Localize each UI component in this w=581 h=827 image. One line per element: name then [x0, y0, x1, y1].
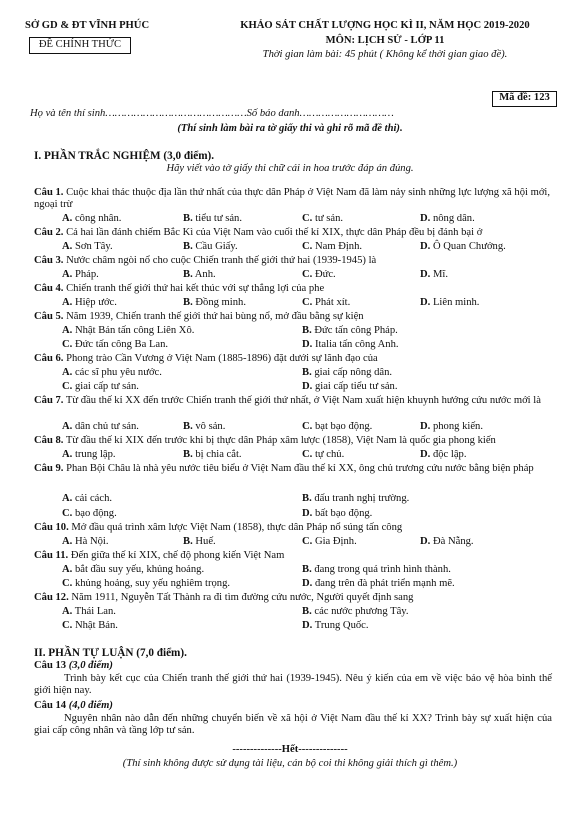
q9-option-d: D. bất bạo động. [302, 508, 373, 519]
q1-option-c: C. tư sản. [302, 213, 344, 224]
q8-option-c: C. tự chủ. [302, 449, 345, 460]
q10-option-b: B. Huế. [183, 536, 216, 547]
question-7: Câu 7. Từ đầu thế kỉ XX đến trước Chiến tranh thế giới thứ nhất, ở Việt Nam xuất hiện khuynh hướng cứu nước mới là [34, 395, 541, 406]
option-letter: A. [62, 564, 73, 575]
option-letter: D. [420, 421, 431, 432]
option-letter: D. [420, 241, 431, 252]
option-letter: A. [62, 367, 73, 378]
q7-option-d: D. phong kiến. [420, 421, 483, 432]
option-letter: B. [183, 449, 193, 460]
exam-code: Mã đề: 123 [499, 92, 550, 103]
option-letter: A. [62, 297, 73, 308]
option-letter: A. [62, 536, 73, 547]
option-letter: D. [302, 620, 313, 631]
q11-option-a: A. bắt đầu suy yếu, khủng hoảng. [62, 564, 205, 575]
option-letter: C. [302, 449, 313, 460]
option-letter: C. [62, 578, 73, 589]
q6-option-c: C. giai cấp tư sản. [62, 381, 139, 392]
end-marker: --------------Hết-------------- [232, 744, 348, 755]
q12-option-d: D. Trung Quốc. [302, 620, 369, 631]
option-letter: B. [302, 325, 312, 336]
option-letter: C. [302, 536, 313, 547]
q3-option-c: C. Đức. [302, 269, 336, 280]
q11-option-c: C. khủng hoảng, suy yếu nghiêm trọng. [62, 578, 231, 589]
q5-option-d: D. Italia tấn công Anh. [302, 339, 399, 350]
question-12: Câu 12. Năm 1911, Nguyễn Tất Thành ra đi tìm đường cứu nước, Người quyết định sang [34, 592, 414, 603]
q13-text: Trình bày kết cục của Chiến tranh thế giới thứ hai (1939-1945). Nêu ý kiến của em về việc bảo vệ hòa bình thế giới hiện nay. [34, 673, 552, 696]
option-letter: A. [62, 606, 73, 617]
part1-instruction: Hãy viết vào tờ giấy thi chữ cái in hoa trước đáp án đúng. [166, 163, 414, 174]
q4-option-c: C. Phát xít. [302, 297, 351, 308]
option-letter: A. [62, 421, 73, 432]
question-2: Câu 2. Cả hai lần đánh chiếm Bắc Kì của Việt Nam vào cuối thế kỉ XIX, thực dân Pháp đều bị đánh bại ở [34, 227, 483, 238]
exam-title: KHẢO SÁT CHẤT LƯỢNG HỌC KÌ II, NĂM HỌC 2019-2020 [240, 20, 530, 31]
q3-option-b: B. Anh. [183, 269, 216, 280]
q12-option-b: B. các nước phương Tây. [302, 606, 409, 617]
q12-option-c: C. Nhật Bản. [62, 620, 118, 631]
official-label: ĐỀ CHÍNH THỨC [38, 39, 122, 50]
q6-option-d: D. giai cấp tiểu tư sản. [302, 381, 398, 392]
footer-note: (Thí sinh không được sử dụng tài liệu, cán bộ coi thi không giải thích gì thêm.) [122, 758, 458, 769]
candidate-line: Họ và tên thí sinh………………………………………Số báo danh………………………… [30, 108, 394, 119]
q5-option-a: A. Nhật Bản tấn công Liên Xô. [62, 325, 195, 336]
option-letter: C. [62, 381, 73, 392]
q9-option-c: C. bạo động. [62, 508, 117, 519]
option-letter: D. [302, 508, 313, 519]
option-letter: C. [302, 241, 313, 252]
option-letter: B. [183, 269, 193, 280]
option-letter: A. [62, 213, 73, 224]
q9-option-a: A. cải cách. [62, 493, 113, 504]
q9-option-b: B. đấu tranh nghị trường. [302, 493, 410, 504]
option-letter: D. [420, 449, 431, 460]
option-letter: B. [183, 536, 193, 547]
option-letter: C. [62, 620, 73, 631]
q8-option-d: D. độc lập. [420, 449, 467, 460]
option-letter: C. [302, 269, 313, 280]
q13-heading: Câu 13 (3,0 điểm) [34, 660, 113, 671]
q6-option-a: A. các sĩ phu yêu nước. [62, 367, 162, 378]
option-letter: B. [183, 297, 193, 308]
q7-option-c: C. bạt bạo động. [302, 421, 373, 432]
option-letter: B. [183, 241, 193, 252]
q14-heading: Câu 14 (4,0 điểm) [34, 700, 113, 711]
q4-option-d: D. Liên minh. [420, 297, 480, 308]
q5-option-b: B. Đức tấn công Pháp. [302, 325, 398, 336]
q12-option-a: A. Thái Lan. [62, 606, 116, 617]
q1-option-d: D. nông dân. [420, 213, 475, 224]
candidate-instruction: (Thí sinh làm bài ra tờ giấy thi và ghi rõ mã đề thi). [177, 123, 403, 134]
option-letter: C. [302, 421, 313, 432]
part2-title: II. PHẦN TỰ LUẬN (7,0 điểm). [34, 647, 187, 659]
option-letter: D. [420, 213, 431, 224]
q10-option-d: D. Đà Nẵng. [420, 536, 474, 547]
option-letter: B. [302, 564, 312, 575]
q11-option-d: D. đang trên đà phát triển mạnh mẽ. [302, 578, 455, 589]
question-10: Câu 10. Mở đầu quá trình xâm lược Việt Nam (1858), thực dân Pháp nổ súng tấn công [34, 522, 403, 533]
q2-option-a: A. Sơn Tây. [62, 241, 113, 252]
option-letter: D. [420, 269, 431, 280]
option-letter: C. [302, 297, 313, 308]
exam-time: Thời gian làm bài: 45 phút ( Không kể thời gian giao đề). [262, 49, 508, 60]
q1-option-b: B. tiểu tư sản. [183, 213, 243, 224]
q11-option-b: B. đang trong quá trình hình thành. [302, 564, 451, 575]
q14-text: Nguyên nhân nào dẫn đến những chuyển biến về xã hội ở Việt Nam đầu thế kỉ XX? Trình bày sự xuất hiện của giai cấp công nhân và tầng lớp tư sản. [34, 713, 552, 736]
option-letter: C. [302, 213, 313, 224]
option-letter: A. [62, 241, 73, 252]
option-letter: D. [302, 339, 313, 350]
q4-option-b: B. Đồng minh. [183, 297, 246, 308]
q2-option-b: B. Cầu Giấy. [183, 241, 238, 252]
option-letter: B. [302, 606, 312, 617]
question-3: Câu 3. Nước châm ngòi nổ cho cuộc Chiến tranh thế giới thứ hai (1939-1945) là [34, 255, 377, 266]
option-letter: B. [183, 213, 193, 224]
part1-title: I. PHẦN TRẮC NGHIỆM (3,0 điểm). [34, 150, 215, 162]
option-letter: D. [302, 381, 313, 392]
option-letter: A. [62, 325, 73, 336]
q7-option-b: B. vô sản. [183, 421, 226, 432]
question-1: Câu 1. Cuộc khai thác thuộc địa lần thứ nhất của thực dân Pháp ở Việt Nam đã làm nảy sinh những lực lượng xã hội mới, ngoại trừ [34, 187, 551, 210]
option-letter: A. [62, 269, 73, 280]
question-11: Câu 11. Đến giữa thế kỉ XIX, chế độ phong kiến Việt Nam [34, 550, 285, 561]
q2-option-c: C. Nam Định. [302, 241, 363, 252]
option-letter: A. [62, 449, 73, 460]
option-letter: B. [302, 367, 312, 378]
q10-option-a: A. Hà Nội. [62, 536, 109, 547]
option-letter: C. [62, 508, 73, 519]
q10-option-c: C. Gia Định. [302, 536, 357, 547]
q3-option-d: D. Mĩ. [420, 269, 448, 280]
department: SỞ GD & ĐT VĨNH PHÚC [25, 20, 150, 31]
q4-option-a: A. Hiệp ước. [62, 297, 117, 308]
q2-option-d: D. Ô Quan Chưởng. [420, 241, 506, 252]
q3-option-a: A. Pháp. [62, 269, 99, 280]
question-4: Câu 4. Chiến tranh thế giới thứ hai kết thúc với sự thắng lợi của phe [34, 283, 325, 294]
q8-option-b: B. bị chia cắt. [183, 449, 242, 460]
option-letter: B. [302, 493, 312, 504]
q5-option-c: C. Đức tấn công Ba Lan. [62, 339, 169, 350]
option-letter: B. [183, 421, 193, 432]
q7-option-a: A. dân chủ tư sản. [62, 421, 139, 432]
q1-option-a: A. công nhân. [62, 213, 122, 224]
question-6: Câu 6. Phong trào Cần Vương ở Việt Nam (1885-1896) đặt dưới sự lãnh đạo của [34, 353, 378, 364]
q8-option-a: A. trung lập. [62, 449, 116, 460]
option-letter: D. [420, 297, 431, 308]
option-letter: C. [62, 339, 73, 350]
question-9: Câu 9. Phan Bội Châu là nhà yêu nước tiêu biểu ở Việt Nam đầu thế kỉ XX, ông chủ trương cứu nước bằng biện pháp [34, 463, 534, 474]
question-8: Câu 8. Từ đầu thế kỉ XIX đến trước khi bị thực dân Pháp xâm lược (1858), Việt Nam là quốc gia phong kiến [34, 435, 496, 446]
option-letter: A. [62, 493, 73, 504]
q6-option-b: B. giai cấp nông dân. [302, 367, 393, 378]
exam-subject: MÔN: LỊCH SỬ - LỚP 11 [325, 35, 445, 46]
option-letter: D. [302, 578, 313, 589]
option-letter: D. [420, 536, 431, 547]
question-5: Câu 5. Năm 1939, Chiến tranh thế giới thứ hai bùng nổ, mở đầu bằng sự kiện [34, 311, 364, 322]
